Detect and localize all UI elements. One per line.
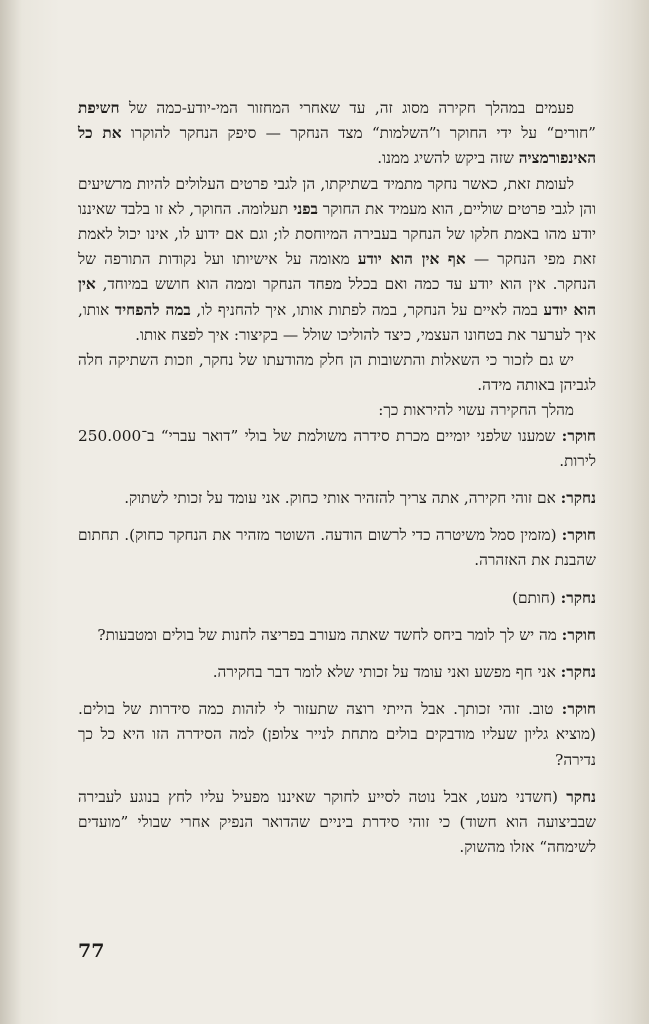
dialogue-turn: [78, 586, 596, 611]
text-run: תעלומה. החוקר, לא זו בלבד שאיננו יודע מהו באמת חלקו של הנחקר בעבירה המיוחסת לו; וגם אם ידוע לו, אינו יכול לאמת זאת מפי הנחקר —: [78, 199, 596, 269]
page-number: 77: [78, 940, 105, 962]
dialogue-turn: [78, 523, 596, 573]
body-paragraphs: [78, 96, 596, 398]
bold-phrase: בפני: [293, 199, 318, 218]
text-run: פעמים במהלך חקירה מסוג זה, עד שאחרי המחזור המי-יודע-כמה של: [119, 99, 574, 117]
dialogue-turn: [78, 486, 596, 511]
dialogue-turn: [78, 424, 596, 474]
bold-phrase: אף אין הוא יודע: [357, 250, 466, 269]
dialogue-turn: [78, 623, 596, 648]
speaker-label: נחקר:: [560, 588, 596, 607]
text-run: יש גם לזכור כי השאלות והתשובות הן חלק מהודעתו של נחקר, וזכות השתיקה חלה לגביהן באותה מידה.: [78, 351, 596, 395]
paragraph: [78, 96, 596, 172]
text-run: מאומה על אישיותו ועל נקודות התורפה של הנחקר. אין הוא יודע עד כמה ואם בכלל מפחד הנחקר וממה הוא חושש במיוחד,: [78, 250, 596, 294]
bold-phrase: אין הוא יודע: [78, 275, 596, 319]
speaker-label: חוקר:: [561, 526, 596, 545]
speaker-text: שמענו שלפני יומיים מכרת סידרה משולמת של בולי ”דואר עברי“ ב־250.000 לירות.: [78, 426, 596, 470]
speaker-label: נחקר:: [560, 663, 596, 682]
bold-phrase: את כל האינפורמציה: [78, 124, 596, 168]
speaker-label: חוקר:: [561, 426, 596, 445]
text-run: שזה ביקש להשיג ממנו.: [377, 149, 519, 168]
bold-phrase: חשיפת: [78, 99, 120, 117]
speaker-text: אם זוהי חקירה, אתה צריך להזהיר אותי כחוק. אני עומד על זכותי לשתוק.: [124, 489, 561, 508]
dialogue-turn: [78, 660, 596, 685]
speaker-text: טוב. זוהי זכותך. אבל הייתי רוצה שתעזור לי לזהות כמה סידרות של בולים. (מוציא גליון שעליו מודבקים בולים מתחת לנייר צלופן) למה הסידרה הזו היא כל כך נדירה?: [78, 700, 596, 769]
speaker-text: (מזמין סמל משיטרה כדי לרשום הודעה. השוטר מזהיר את הנחקר כחוק). תחתום שהבנת את האזהרה.: [78, 526, 596, 570]
speaker-label: חוקר:: [561, 625, 596, 644]
dialogue-turn: [78, 697, 596, 773]
text-run: ”חורים“ על ידי החוקר ו”השלמות“ מצד הנחקר — סיפק הנחקר להוקרו: [121, 124, 596, 143]
bold-phrase: במה להפחיד: [114, 300, 191, 319]
speaker-label: חוקר:: [561, 700, 596, 719]
paragraph: [78, 348, 596, 398]
speaker-label: נחקר: [566, 787, 596, 806]
interrogation-dialogue: [78, 424, 596, 861]
dialogue-intro: מהלך החקירה עשוי להיראות כך:: [378, 401, 574, 420]
speaker-label: נחקר:: [560, 489, 596, 508]
dialogue-turn: [78, 785, 596, 861]
paragraph: [78, 172, 596, 348]
speaker-text: אני חף מפשע ואני עומד על זכותי שלא לומר דבר בחקירה.: [212, 663, 561, 682]
text-run: לעומת זאת, כאשר נחקר מתמיד בשתיקתו, הן לגבי פרטים העלולים להיות מרשיעים והן לגבי פרטים שוליים, הוא מעמיד את החוקר: [78, 174, 596, 218]
speaker-text: מה יש לך לומר ביחס לחשד שאתה מעורב בפריצה לחנות של בולים ומטבעות?: [97, 625, 562, 644]
speaker-text: (חותם): [511, 588, 561, 607]
text-run: אותו, איך לערער את בטחונו העצמי, כיצד להוליכו שולל — בקיצור: איך לפצח אותו.: [78, 300, 596, 344]
book-page-text: [78, 96, 596, 860]
text-run: במה לאיים על הנחקר, במה לפתות אותו, איך להחניף לו,: [190, 300, 544, 319]
speaker-text: (חשדני מעט, אבל נוטה לסייע לחוקר שאיננו מפעיל עליו לחץ בנוגע לעבירה שבביצועה הוא חשוד) כי זוהי סידרת ביניים שהדואר הנפיק אחרי שבולי ”מועדים לשימחה“ אזלו מהשוק.: [78, 787, 596, 857]
